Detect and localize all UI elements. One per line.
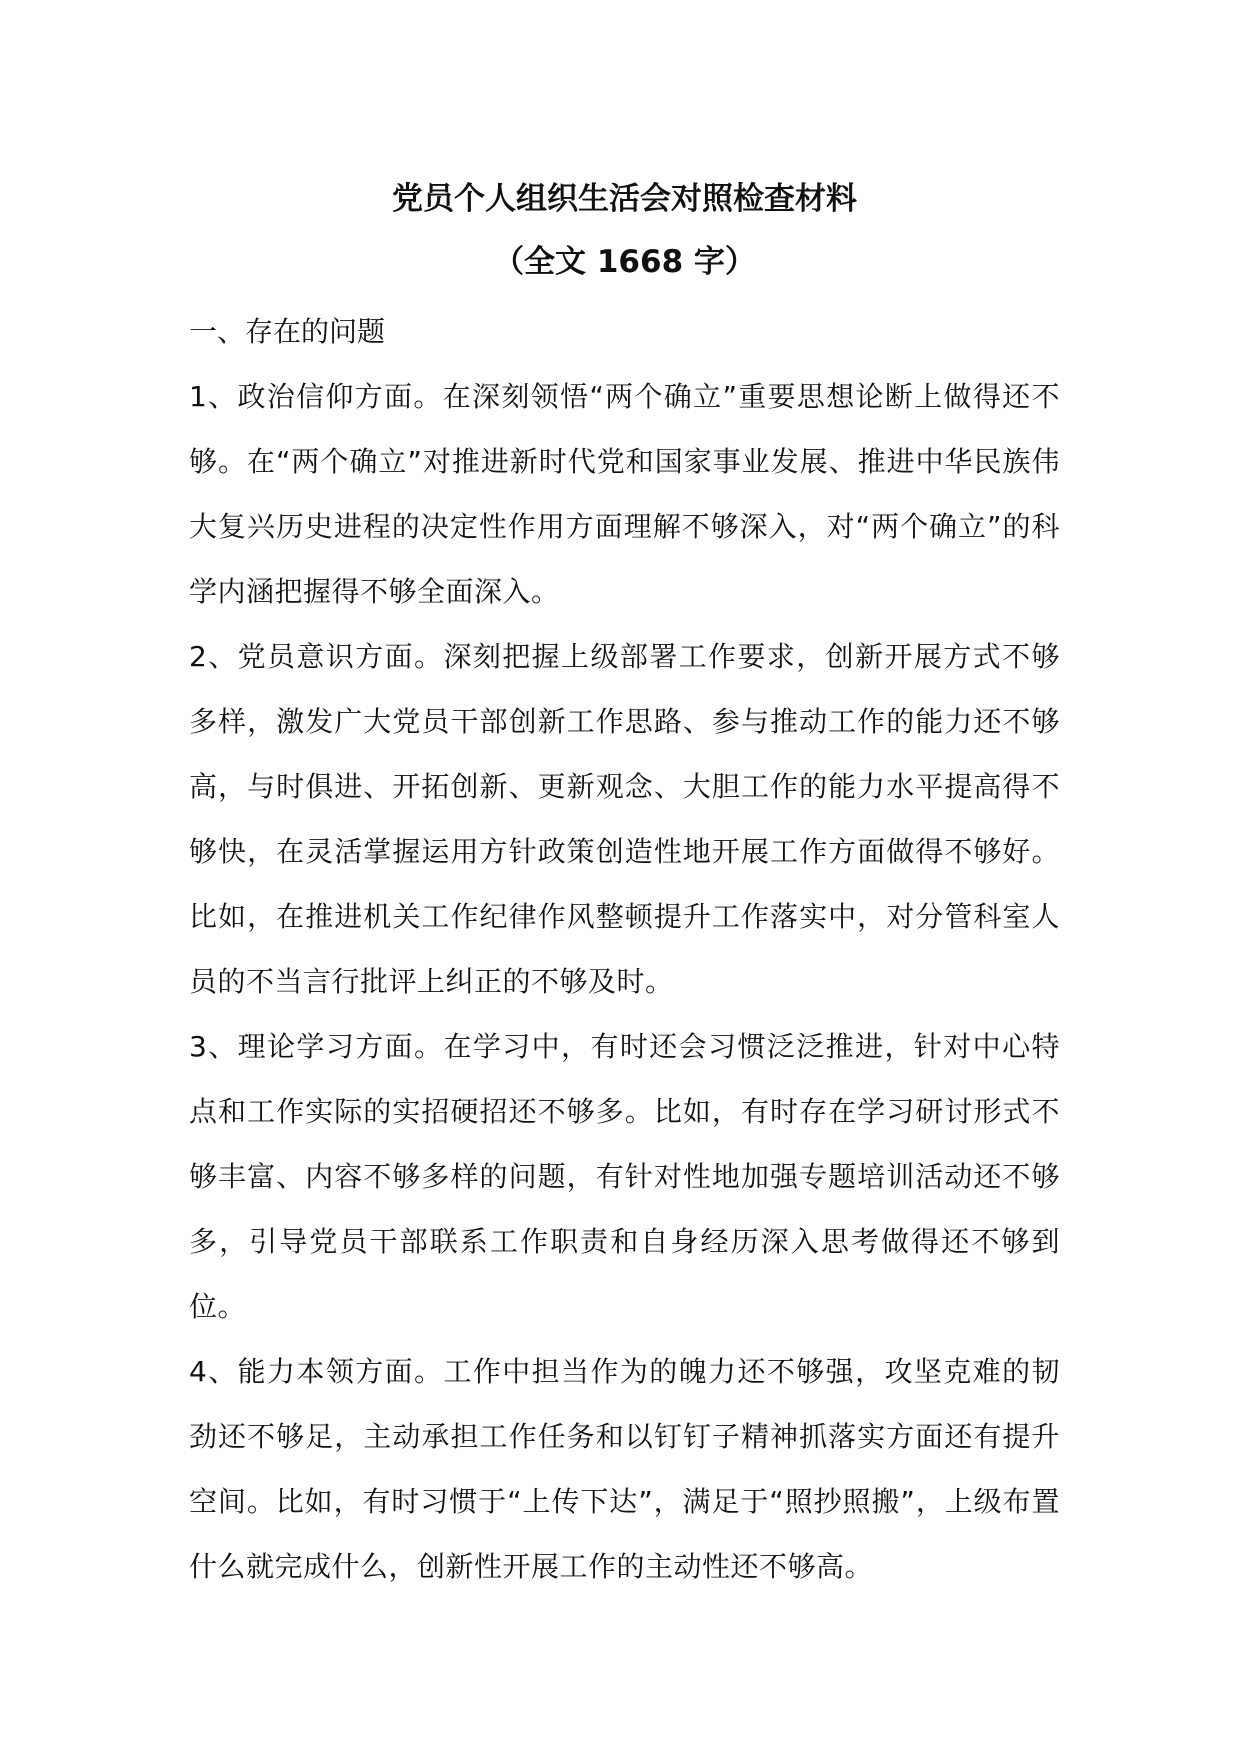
- document-title: 党员个人组织生活会对照检查材料: [392, 181, 857, 217]
- section-heading: 一、存在的问题: [189, 315, 386, 348]
- paragraph-2: 2、党员意识方面。深刻把握上级部署工作要求，创新开展方式不够多样，激发广大党员干部创新工作思路、参与推动工作的能力还不够高，与时俱进、开拓创新、更新观念、大胆工作的能力水平提高得不够快，在灵活掌握运用方针政策创造性地开展工作方面做得不够好。比如，在推进机关工作纪律作风整顿提升工作落实中，对分管科室人员的不当言行批评上纠正的不够及时。: [189, 640, 1060, 998]
- paragraph-3: 3、理论学习方面。在学习中，有时还会习惯泛泛推进，针对中心特点和工作实际的实招硬招还不够多。比如，有时存在学习研讨形式不够丰富、内容不够多样的问题，有针对性地加强专题培训活动还不够多，引导党员干部联系工作职责和自身经历深入思考做得还不够到位。: [189, 1030, 1060, 1323]
- paragraph-4: 4、能力本领方面。工作中担当作为的魄力还不够强，攻坚克难的韧劲还不够足，主动承担工作任务和以钉钉子精神抓落实方面还有提升空间。比如，有时习惯于“上传下达”，满足于“照抄照搬”，上级布置什么就完成什么，创新性开展工作的主动性还不够高。: [189, 1355, 1060, 1583]
- document-subtitle: （全文 1668 字）: [493, 244, 756, 280]
- paragraph-1: 1、政治信仰方面。在深刻领悟“两个确立”重要思想论断上做得还不够。在“两个确立”对推进新时代党和国家事业发展、推进中华民族伟大复兴历史进程的决定性作用方面理解不够深入，对“两个确立”的科学内涵把握得不够全面深入。: [189, 380, 1060, 608]
